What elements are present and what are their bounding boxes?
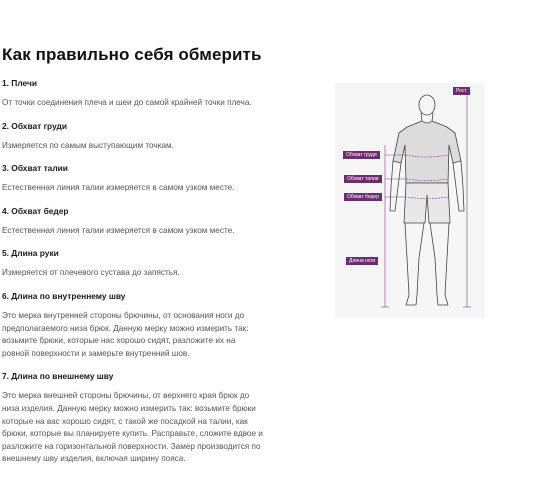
section-text: Измеряется от плечевого сустава до запястья.	[2, 268, 180, 278]
head-outline	[419, 95, 435, 115]
section-waist	[2, 163, 264, 195]
section-text: Это мерка внутренней стороны брючины, от основания ноги до предполагаемого низа брюк. Данную мерку можно измерить так: возьмите брюки, которые нас хорошо сидят, разложите их на ровной поверхности и замерьте внутренний шов.	[2, 310, 249, 358]
section-chest	[2, 121, 264, 153]
shorts-outline	[404, 183, 450, 223]
shirt-outline	[393, 121, 461, 183]
body-measurement-figure	[335, 83, 485, 318]
section-heading: 7. Длина по внешнему шву	[2, 371, 114, 382]
left-arm-outline	[390, 161, 401, 211]
section-shoulders	[2, 78, 264, 110]
right-arm-outline	[453, 161, 464, 211]
section-inseam	[2, 291, 264, 360]
section-text: Естественная линия талии измеряется в самом узком месте.	[2, 225, 235, 235]
chest-label: Обхват груди	[343, 151, 380, 159]
section-heading: 5. Длина руки	[2, 248, 59, 259]
right-leg-outline	[430, 223, 449, 305]
hips-label: Обхват бедер	[344, 193, 382, 201]
section-heading: 3. Обхват талии	[2, 163, 68, 174]
height-label: Рост	[453, 87, 470, 95]
measurement-instructions	[2, 78, 264, 477]
left-leg-outline	[405, 223, 424, 305]
section-text: Это мерка внешней стороны брючины, от верхнего края брюк до низа изделия. Данную мерку можно измерить так: возьмите брюки которые на вас хорошо сидят, с такой же посадкой на талии, как брюки, которые вы планируете купить. Расправьте, сложите вдвое и разложите на горизонтальной поверхности. Замер производится по внешнему шву изделия, включая ширину пояса.	[2, 391, 263, 464]
waist-label: Обхват талии	[344, 175, 382, 183]
section-arm-length	[2, 248, 264, 280]
section-heading: 4. Обхват бедер	[2, 205, 69, 216]
section-hips	[2, 206, 264, 238]
section-text: Естественная линия талии измеряется в самом узком месте.	[2, 183, 235, 193]
inseam-label: Длина ноги	[346, 257, 378, 265]
section-outseam	[2, 371, 264, 466]
section-heading: 6. Длина по внутреннему шву	[2, 290, 126, 301]
page-title: Как правильно себя обмерить	[2, 45, 262, 64]
neck-outline	[421, 113, 433, 121]
section-heading: 1. Плечи	[2, 78, 38, 88]
section-text: От точки соединения плеча и шеи до самой крайней точки плеча.	[2, 98, 252, 107]
section-heading: 2. Обхват груди	[2, 120, 67, 131]
section-text: Измеряется по самым выступающим точкам.	[2, 140, 174, 150]
